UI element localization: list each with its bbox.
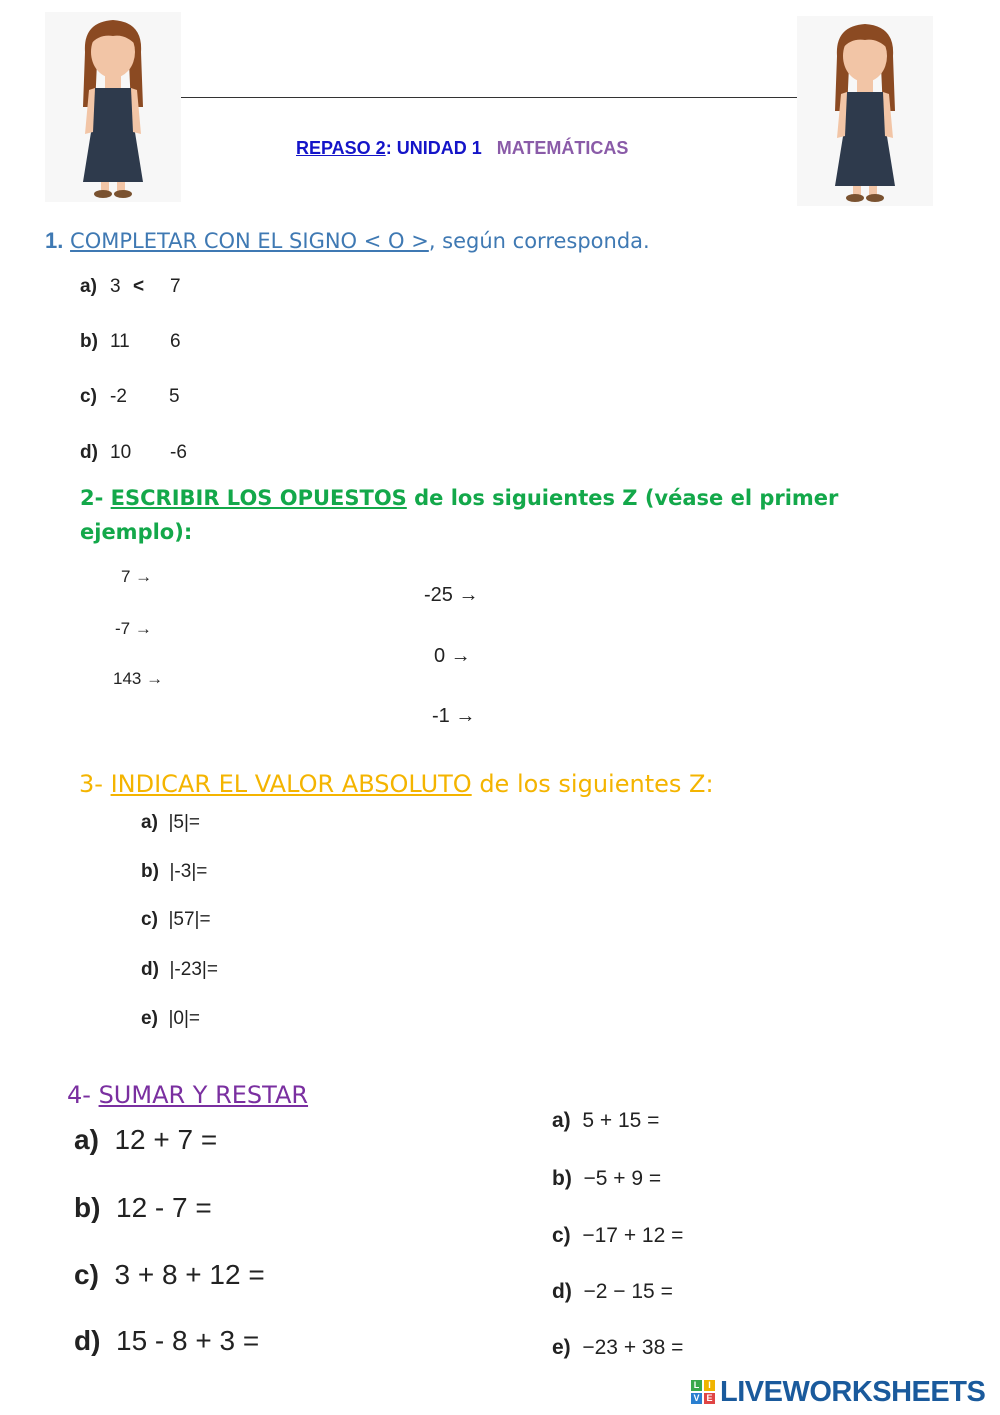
item-label: c) <box>80 386 97 407</box>
item-expr: −17 + 12 = <box>582 1224 684 1247</box>
section2-heading-rest: de los siguientes Z (véase el primer ejemplo): <box>80 486 839 544</box>
item-label: c) <box>141 909 158 930</box>
item-expr: |-3|= <box>169 861 208 882</box>
section4-heading <box>67 1081 308 1109</box>
sum-right-c <box>552 1224 683 1248</box>
sum-right-b <box>552 1167 661 1191</box>
item-expr: 5 + 15 = <box>582 1109 660 1132</box>
section1-item-b-sign[interactable] <box>133 331 163 353</box>
section1-item-b-left: 11 <box>110 331 130 352</box>
liveworksheets-logo[interactable] <box>691 1376 985 1408</box>
opposite-right-1: -25 → <box>424 584 479 606</box>
section1-item-b-right: 6 <box>170 331 181 352</box>
item-expr: −5 + 9 = <box>583 1167 662 1190</box>
section1-item-d <box>80 442 98 464</box>
abs-item-b <box>141 861 207 883</box>
section1-item-b <box>80 331 98 353</box>
section1-item-c-sign[interactable] <box>136 386 166 408</box>
item-expr: 12 + 7 = <box>114 1124 218 1155</box>
name-line <box>181 97 797 98</box>
section1-item-d-left: 10 <box>110 442 132 463</box>
item-label: a) <box>552 1109 571 1132</box>
item-label: e) <box>552 1336 571 1359</box>
section2-prefix: 2- <box>80 486 111 510</box>
item-expr: |57|= <box>168 909 211 930</box>
item-label: d) <box>141 959 159 980</box>
girl-illustration-left <box>45 12 181 202</box>
logo-cell-i: I <box>704 1380 715 1391</box>
item-label: d) <box>552 1280 572 1303</box>
section1-item-a <box>80 276 97 298</box>
item-label: b) <box>141 861 159 882</box>
page-title <box>296 138 628 159</box>
logo-cell-l: L <box>691 1380 702 1391</box>
item-expr: −23 + 38 = <box>582 1336 684 1359</box>
section1-item-d-right: -6 <box>170 442 187 463</box>
item-expr: |5|= <box>168 812 201 833</box>
item-expr: |0|= <box>168 1008 201 1029</box>
section2-heading <box>80 481 880 549</box>
title-subject: MATEMÁTICAS <box>496 138 629 158</box>
abs-item-c <box>141 909 211 931</box>
item-label: c) <box>552 1224 571 1247</box>
item-label: d) <box>80 442 98 463</box>
item-label: a) <box>80 276 97 297</box>
item-label: b) <box>74 1192 101 1223</box>
abs-item-a <box>141 812 200 834</box>
item-expr: |-23|= <box>169 959 218 980</box>
section1-item-a-right: 7 <box>170 276 181 297</box>
section1-heading-underlined: COMPLETAR CON EL SIGNO < O > <box>70 229 429 253</box>
logo-text: LIVEWORKSHEETS <box>720 1375 986 1408</box>
section1-item-d-sign[interactable] <box>136 442 166 464</box>
item-expr: 15 - 8 + 3 = <box>116 1325 260 1356</box>
abs-item-d <box>141 959 218 981</box>
section2-heading-underlined: ESCRIBIR LOS OPUESTOS <box>110 486 407 510</box>
item-label: a) <box>141 812 158 833</box>
item-expr: 12 - 7 = <box>116 1192 212 1223</box>
item-expr: −2 − 15 = <box>583 1280 673 1303</box>
sum-left-b <box>74 1192 212 1224</box>
sum-left-d <box>74 1325 259 1357</box>
section1-item-c <box>80 386 97 408</box>
item-label: b) <box>80 331 98 352</box>
title-repaso: REPASO 2 <box>296 138 386 158</box>
title-unidad: : UNIDAD 1 <box>385 138 482 158</box>
opposite-right-2: 0 → <box>434 645 471 667</box>
section1-heading <box>45 228 650 254</box>
opposite-left-2: -7 → <box>115 619 152 638</box>
section4-heading-underlined: SUMAR Y RESTAR <box>98 1081 309 1109</box>
item-label: b) <box>552 1167 572 1190</box>
item-expr: 3 + 8 + 12 = <box>114 1259 265 1290</box>
section3-heading <box>79 770 714 798</box>
item-label: c) <box>74 1259 99 1290</box>
sum-right-d <box>552 1280 673 1304</box>
sum-right-e <box>552 1336 683 1360</box>
opposite-left-1: 7 → <box>121 567 153 586</box>
section1-item-c-left: -2 <box>110 386 127 407</box>
opposite-right-3: -1 → <box>432 705 476 727</box>
section3-prefix: 3- <box>79 770 111 798</box>
sum-left-c <box>74 1259 265 1291</box>
section1-item-a-left: 3 <box>110 276 121 297</box>
section3-heading-underlined: INDICAR EL VALOR ABSOLUTO <box>110 770 472 798</box>
girl-illustration-right <box>797 16 933 206</box>
item-label: a) <box>74 1124 99 1155</box>
sum-right-a <box>552 1109 659 1133</box>
section3-heading-rest: de los siguientes Z: <box>471 770 714 798</box>
abs-item-e <box>141 1008 200 1030</box>
logo-grid-icon <box>691 1380 715 1404</box>
logo-cell-v: V <box>691 1393 702 1404</box>
section1-number: 1. <box>45 228 64 253</box>
opposite-left-3: 143 → <box>113 669 164 688</box>
section1-item-a-sign[interactable]: < <box>133 276 145 297</box>
section4-prefix: 4- <box>67 1081 99 1109</box>
sum-left-a <box>74 1124 217 1156</box>
section1-item-c-right: 5 <box>169 386 180 407</box>
item-label: d) <box>74 1325 101 1356</box>
section1-heading-rest: , según corresponda. <box>428 229 650 253</box>
logo-cell-e: E <box>704 1393 715 1404</box>
item-label: e) <box>141 1008 158 1029</box>
